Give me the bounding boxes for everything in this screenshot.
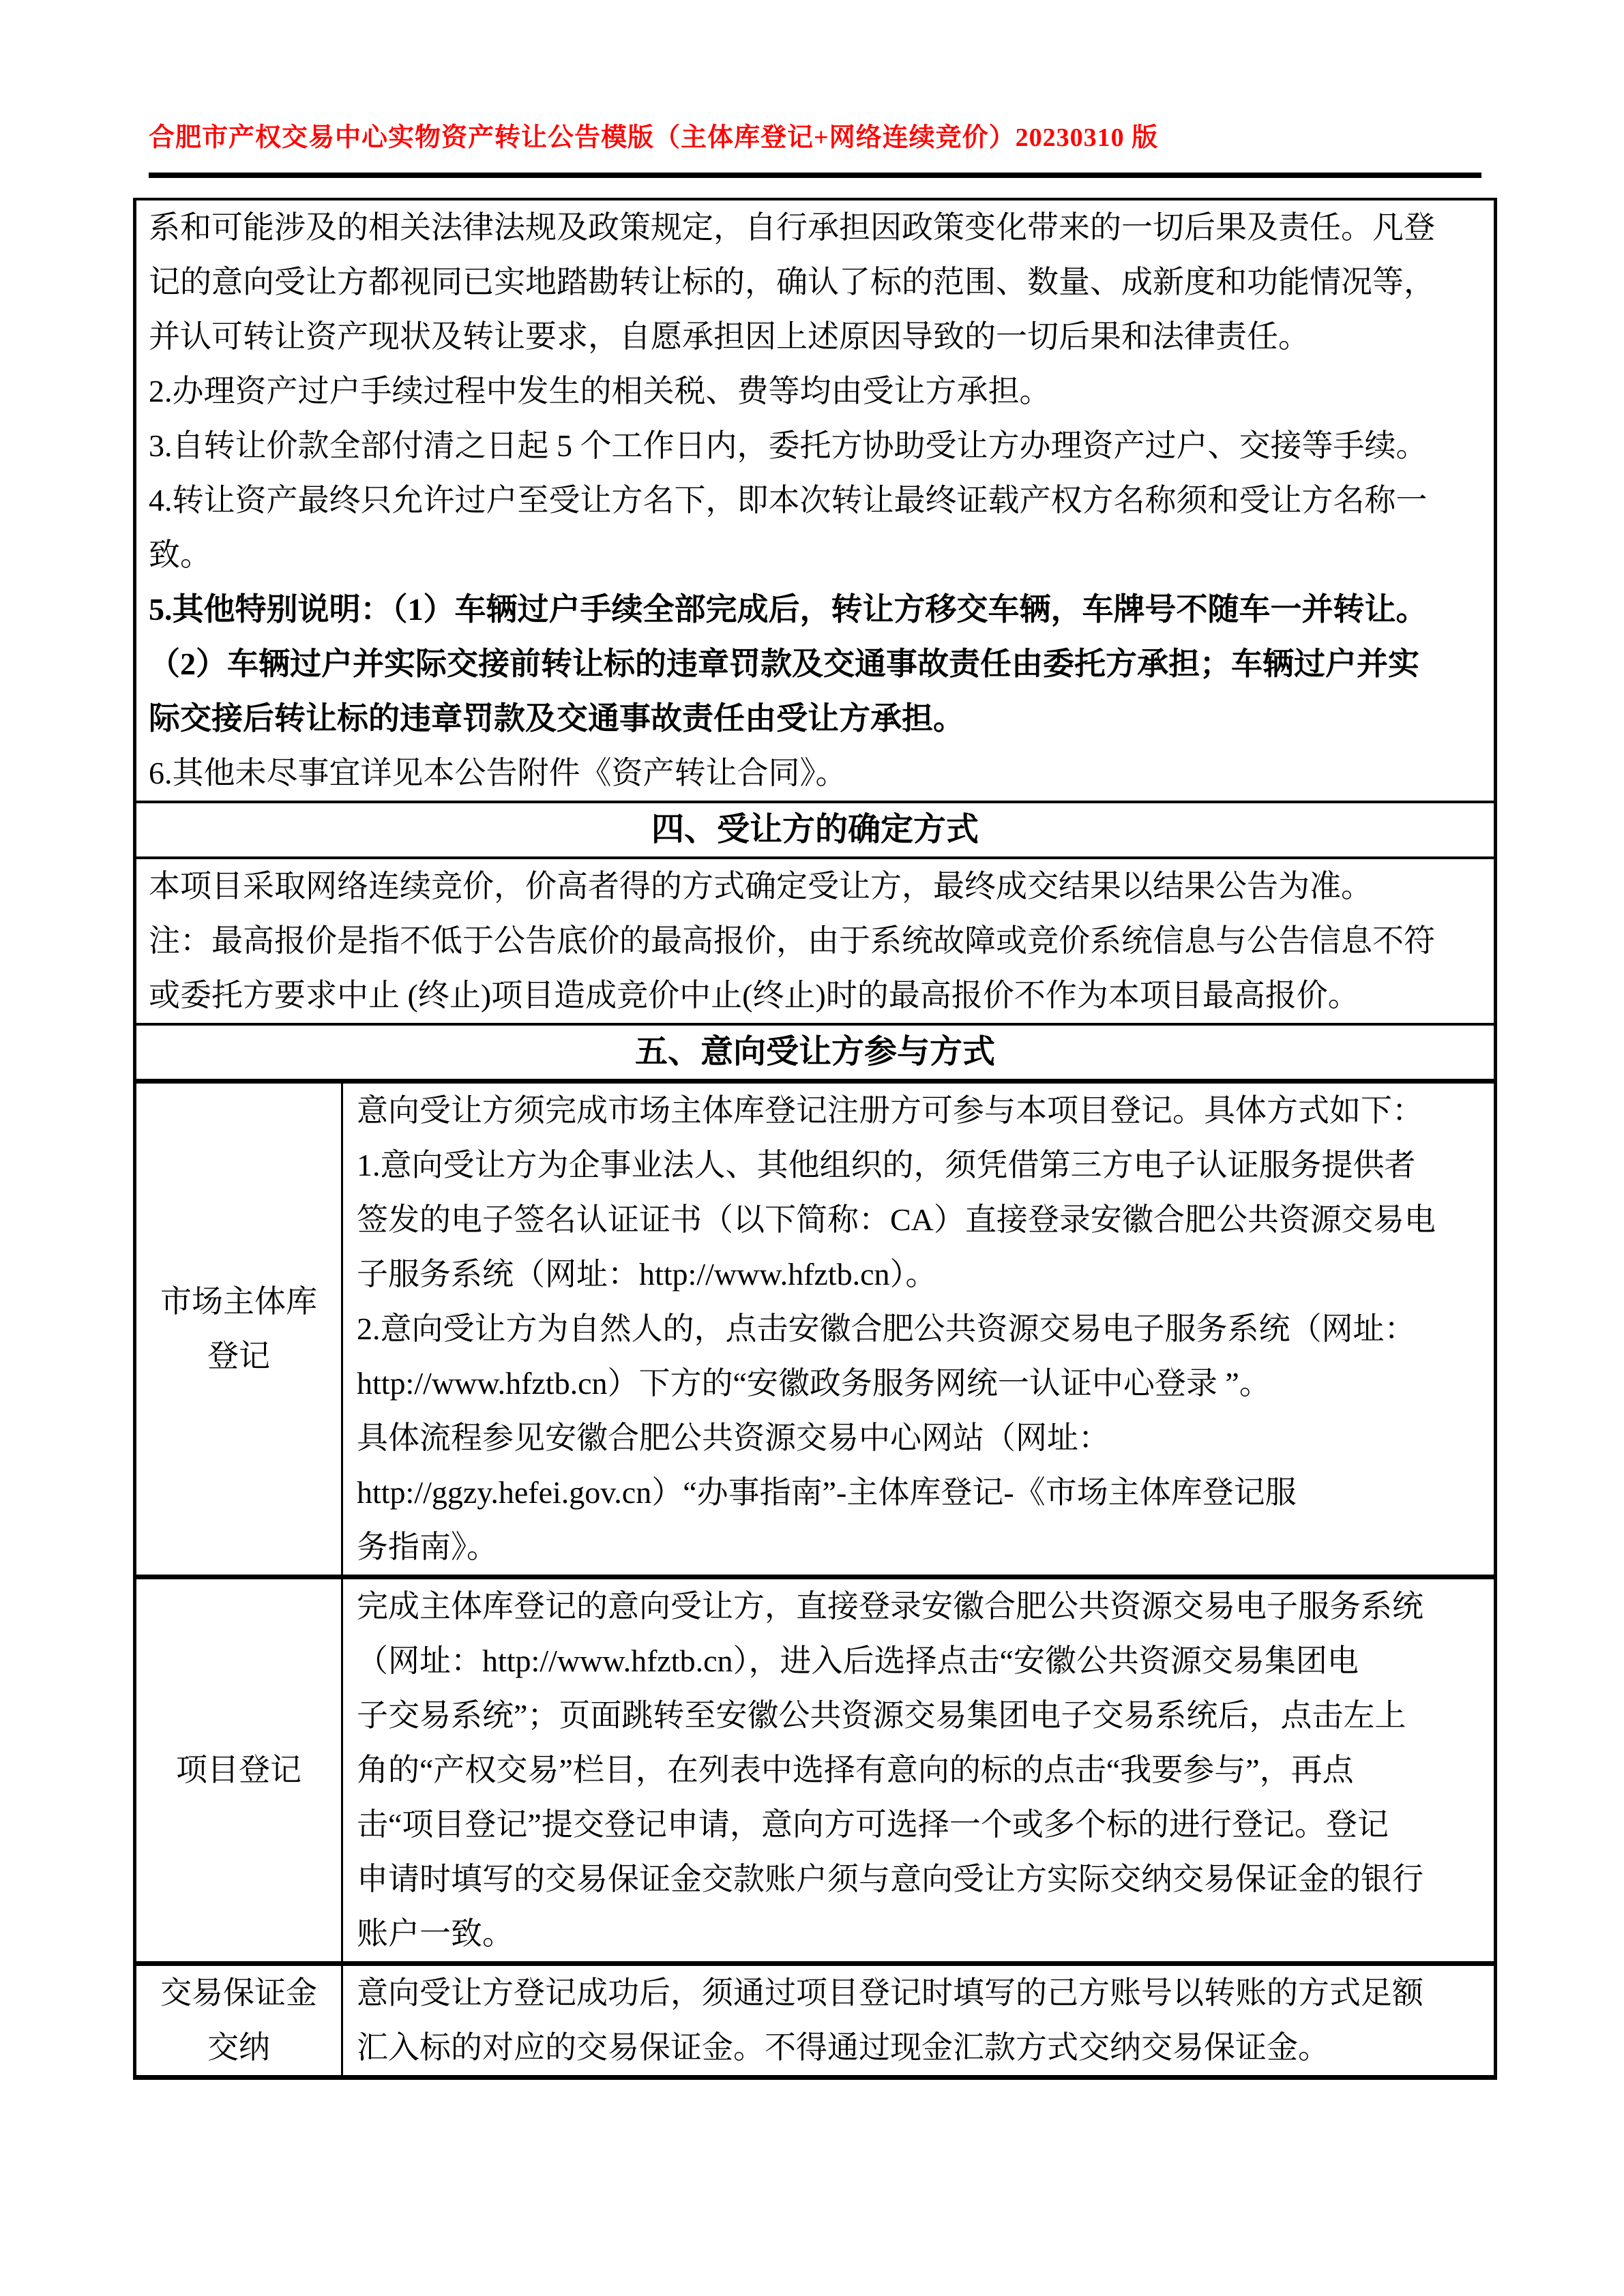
text-line: 系和可能涉及的相关法律法规及政策规定，自行承担因政策变化带来的一切后果及责任。凡登 [149, 210, 1435, 245]
text-line: 务指南》。 [357, 1530, 498, 1564]
text-line: 注：最高报价是指不低于公告底价的最高报价，由于系统故障或竞价系统信息与公告信息不符 [149, 923, 1435, 958]
text-line: 击“项目登记”提交登记申请，意向方可选择一个或多个标的进行登记。登记 [357, 1807, 1389, 1842]
section4-header: 四、受让方的确定方式 [136, 801, 1494, 856]
text-line: 意向受让方须完成市场主体库登记注册方可参与本项目登记。具体方式如下： [357, 1093, 1423, 1128]
row-label-line: 市场主体库 [160, 1284, 317, 1319]
row-content-project-registration [343, 1579, 1494, 1961]
text-line: 具体流程参见安徽合肥公共资源交易中心网站（网址： [357, 1420, 1110, 1455]
text-line: 6.其他未尽事宜详见本公告附件《资产转让合同》。 [149, 756, 847, 790]
intro-cell [136, 200, 1494, 801]
text-line: http://www.hfztb.cn）下方的“安徽政务服务网统一认证中心登录 ”。 [357, 1366, 1271, 1401]
text-line: （网址：http://www.hfztb.cn），进入后选择点击“安徽公共资源交易集团电 [357, 1643, 1359, 1678]
text-line: 子交易系统”；页面跳转至安徽公共资源交易集团电子交易系统后，点击左上 [357, 1698, 1406, 1733]
text-line-bold: 5.其他特别说明：（1）车辆过户手续全部完成后，转让方移交车辆，车牌号不随车一并转让。 [149, 592, 1428, 627]
text-line: 3.自转让价款全部付清之日起 5 个工作日内，委托方协助受让方办理资产过户、交接等手续。 [149, 428, 1428, 463]
header-rule [149, 173, 1481, 178]
text-line: 2.办理资产过户手续过程中发生的相关税、费等均由受让方承担。 [149, 374, 1051, 408]
text-line: 意向受让方登记成功后，须通过项目登记时填写的己方账号以转账的方式足额 [357, 1976, 1423, 2010]
text-line: 记的意向受让方都视同已实地踏勘转让标的，确认了标的范围、数量、成新度和功能情况等， [149, 265, 1435, 299]
text-line: 完成主体库登记的意向受让方，直接登录安徽合肥公共资源交易电子服务系统 [357, 1589, 1423, 1624]
announcement-table [133, 198, 1497, 2080]
row-label-line: 登记 [207, 1339, 270, 1373]
text-line-bold: （2）车辆过户并实际交接前转让标的违章罚款及交通事故责任由委托方承担；车辆过户并实 [149, 646, 1419, 681]
row-label-market-registry [136, 1084, 343, 1575]
text-line: 并认可转让资产现状及转让要求，自愿承担因上述原因导致的一切后果和法律责任。 [149, 319, 1310, 354]
text-line: 申请时填写的交易保证金交款账户须与意向受让方实际交纳交易保证金的银行 [357, 1862, 1423, 1896]
text-line: 角的“产权交易”栏目，在列表中选择有意向的标的点击“我要参与”，再点 [357, 1753, 1354, 1787]
text-line: 2.意向受让方为自然人的，点击安徽合肥公共资源交易电子服务系统（网址： [357, 1311, 1416, 1346]
text-line: 签发的电子签名认证证书（以下简称：CA）直接登录安徽合肥公共资源交易电 [357, 1202, 1436, 1237]
text-line: 4.转让资产最终只允许过户至受让方名下，即本次转让最终证载产权方名称须和受让方名称一 [149, 483, 1428, 518]
text-line: http://ggzy.hefei.gov.cn）“办事指南”-主体库登记-《市场主体库登记服 [357, 1475, 1297, 1510]
row-content-deposit-payment [343, 1966, 1494, 2075]
text-line: 汇入标的对应的交易保证金。不得通过现金汇款方式交纳交易保证金。 [357, 2030, 1329, 2065]
row-label-line: 交易保证金 [160, 1976, 317, 2010]
row-content-market-registry [343, 1084, 1494, 1575]
row-label-project-registration [136, 1579, 343, 1961]
table-row-market-registry [136, 1079, 1494, 1575]
row-label-line: 交纳 [207, 2030, 270, 2065]
table-row-deposit-payment [136, 1961, 1494, 2075]
table-row-project-registration [136, 1575, 1494, 1961]
section4-cell [136, 856, 1494, 1023]
row-label-deposit-payment [136, 1966, 343, 2075]
section5-header: 五、意向受让方参与方式 [136, 1023, 1494, 1079]
text-line: 账户一致。 [357, 1916, 514, 1951]
text-line: 1.意向受让方为企事业法人、其他组织的，须凭借第三方电子认证服务提供者 [357, 1148, 1416, 1182]
text-line: 致。 [149, 537, 211, 572]
text-line: 或委托方要求中止 (终止)项目造成竞价中止(终止)时的最高报价不作为本项目最高报价。 [149, 978, 1359, 1013]
row-label-line: 项目登记 [176, 1753, 301, 1787]
text-line-bold: 际交接后转让标的违章罚款及交通事故责任由受让方承担。 [149, 701, 964, 736]
text-line: 本项目采取网络连续竞价，价高者得的方式确定受让方，最终成交结果以结果公告为准。 [149, 869, 1372, 904]
text-line: 子服务系统（网址：http://www.hfztb.cn）。 [357, 1257, 937, 1292]
document-header-title: 合肥市产权交易中心实物资产转让公告模版（主体库登记+网络连续竞价）20230310 版 [149, 123, 1159, 152]
